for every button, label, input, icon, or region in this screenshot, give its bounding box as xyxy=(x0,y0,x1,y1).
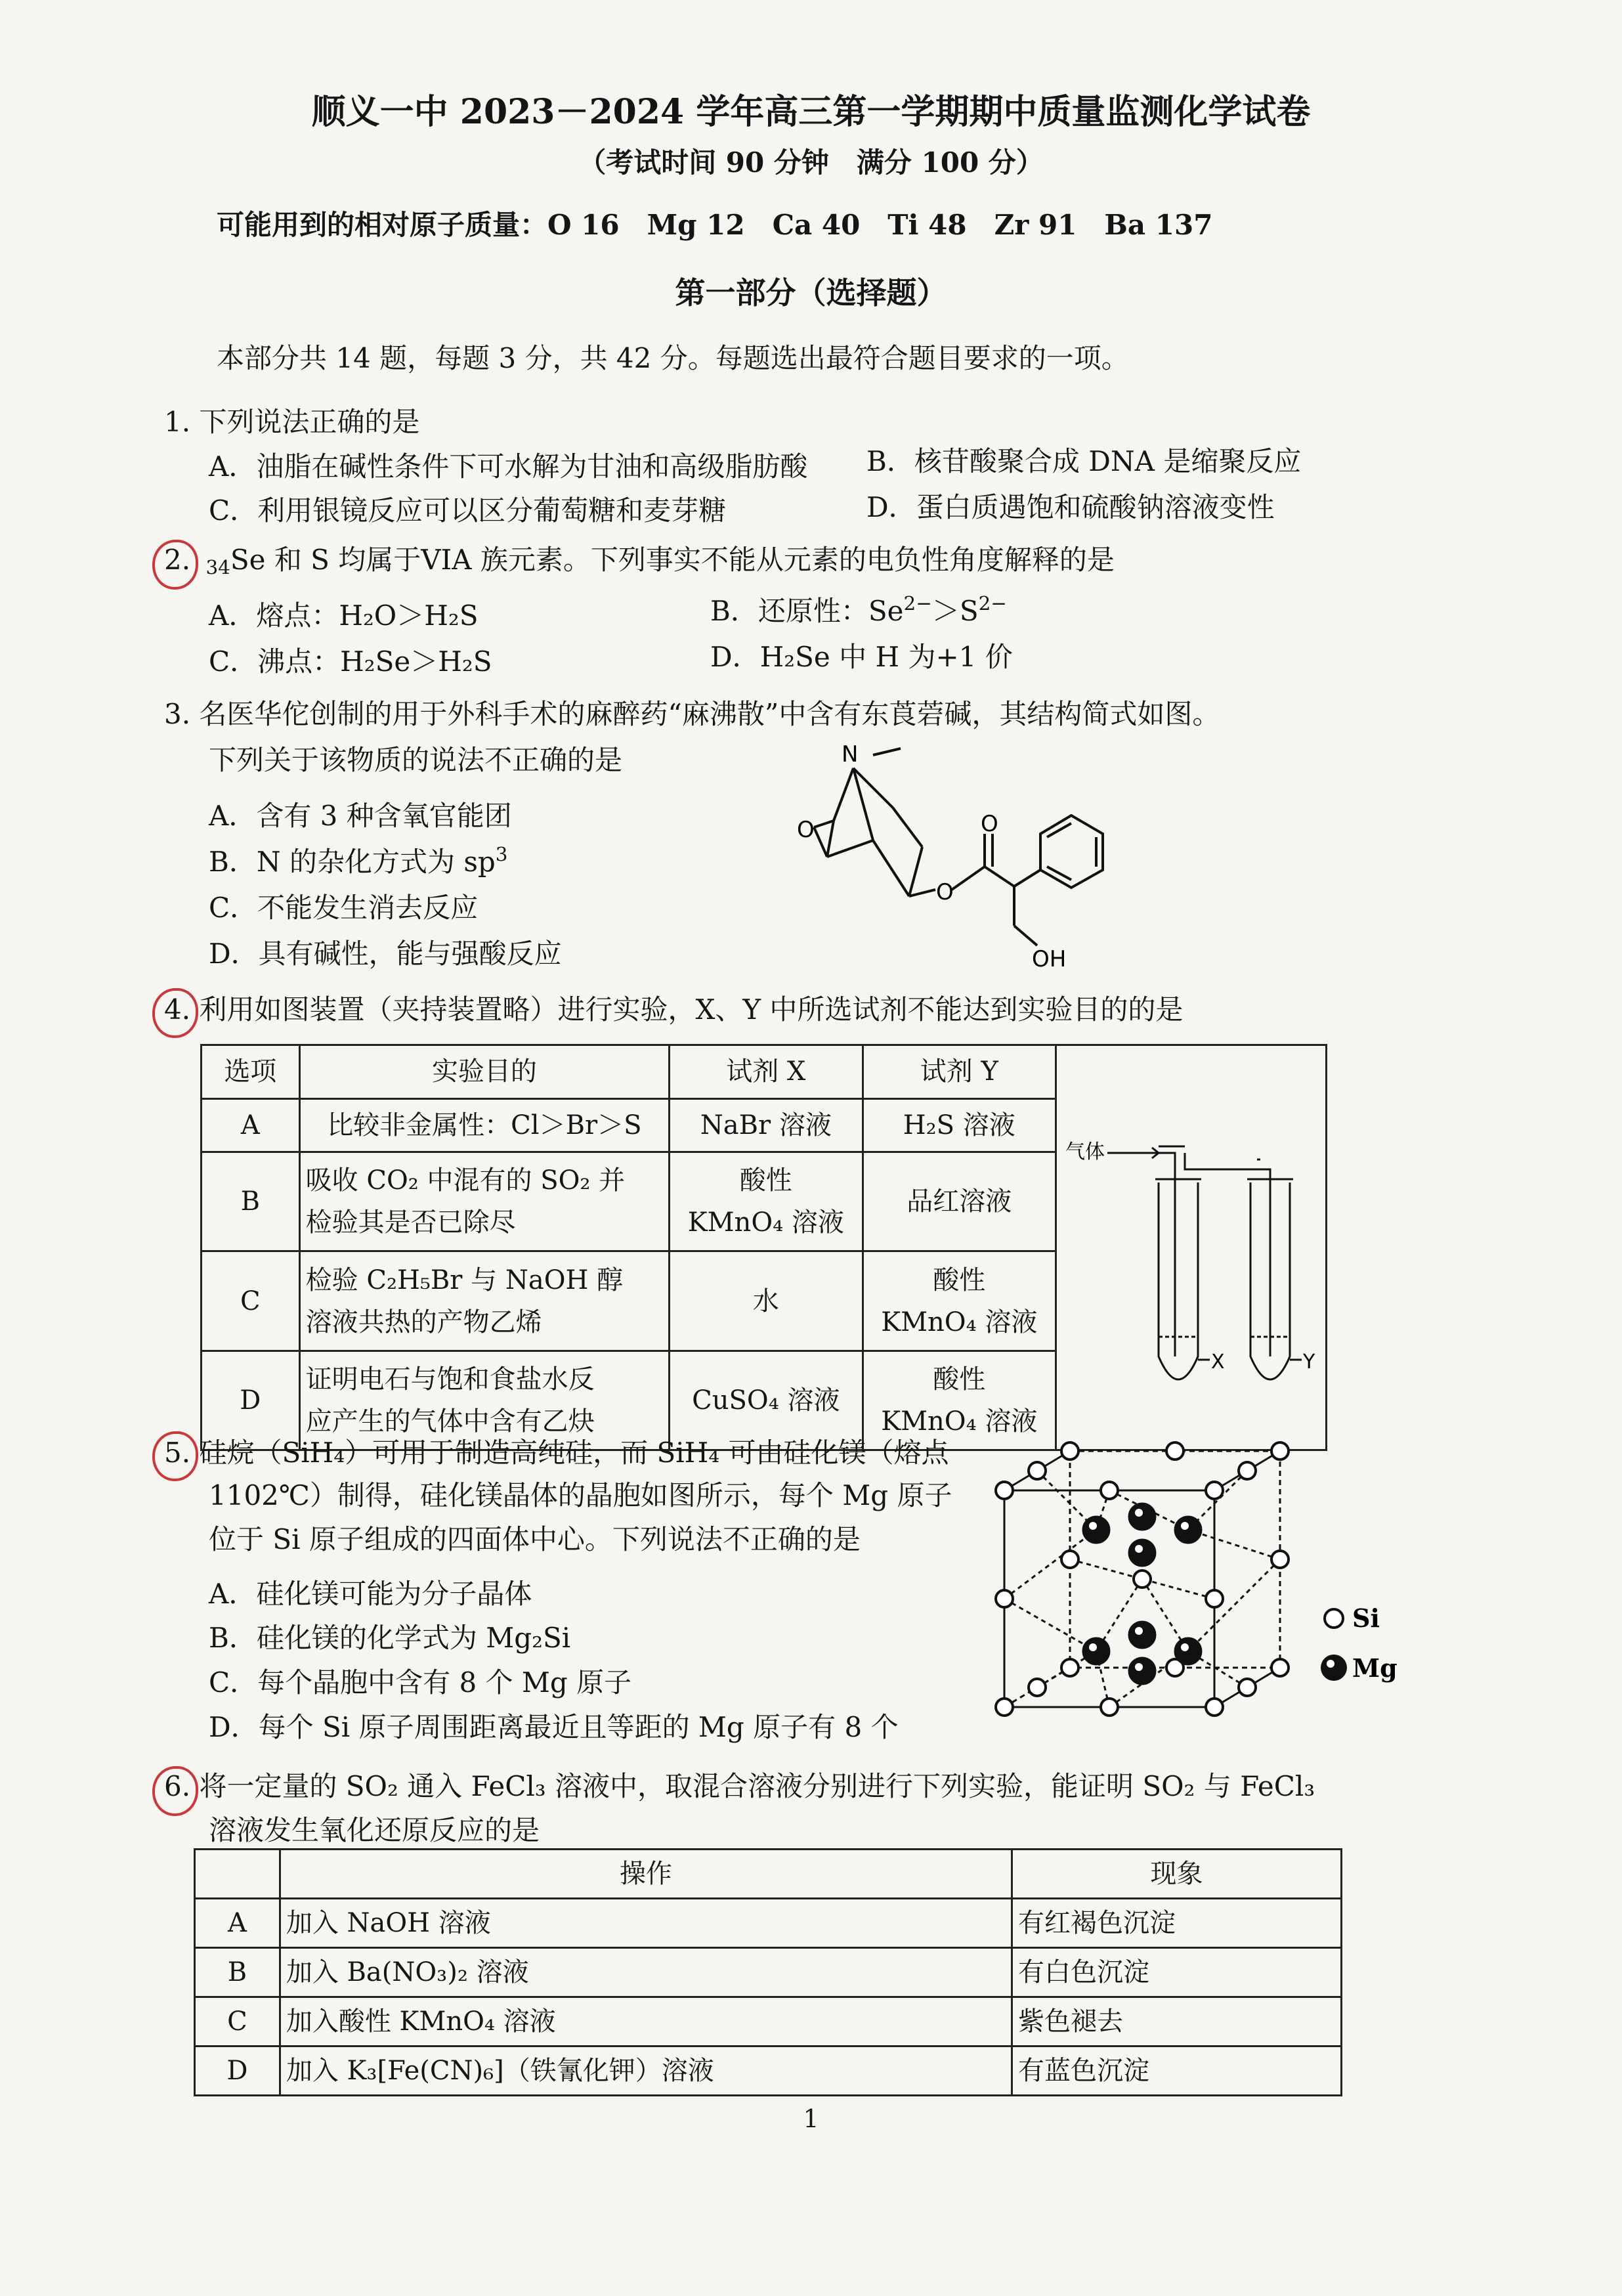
reagent-y-label: Y xyxy=(1302,1350,1315,1374)
q4-cell: 品红溶液 xyxy=(863,1152,1056,1251)
q1-option-c: C．利用银镜反应可以区分葡萄糖和麦芽糖 xyxy=(209,494,727,527)
q5-option-a: A．硅化镁可能为分子晶体 xyxy=(209,1578,532,1610)
q5-line2: 1102℃）制得，硅化镁晶体的晶胞如图所示，每个 Mg 原子 xyxy=(209,1479,952,1511)
mol-ester-o-label: O xyxy=(936,879,954,905)
q5-line1-text: 硅烷（SiH₄）可用于制造高纯硅，而 SiH₄ 可由硅化镁（熔点 xyxy=(199,1437,949,1469)
q2-number: 2. xyxy=(164,544,191,576)
q2-b-sup2: 2− xyxy=(978,592,1007,615)
q6-row xyxy=(195,2047,1342,2096)
q2-option-d: D．H₂Se 中 H 为+1 价 xyxy=(710,641,1013,673)
q4-cell: 吸收 CO₂ 中混有的 SO₂ 并 检验其是否已除尽 xyxy=(299,1152,669,1251)
q2-stem xyxy=(164,538,1115,578)
scopolamine-structure xyxy=(788,742,1155,978)
q5-line1 xyxy=(164,1431,949,1471)
q6-cell: 紫色褪去 xyxy=(1012,1997,1341,2047)
q2-option-c: C．沸点：H₂Se＞H₂S xyxy=(209,645,492,678)
exam-subtitle: （考试时间 90 分钟 满分 100 分） xyxy=(578,146,1044,179)
reagent-x-label: X xyxy=(1210,1350,1225,1374)
q2-b-sup1: 2− xyxy=(903,592,932,615)
mol-carbonyl-o-label: O xyxy=(981,811,998,837)
q4-cell: D xyxy=(202,1351,300,1450)
q6-cell: A xyxy=(195,1899,280,1948)
q5-number: 5. xyxy=(164,1437,191,1469)
q6-header-cell: 现象 xyxy=(1012,1850,1341,1899)
q4-header-cell: 试剂 Y xyxy=(863,1045,1056,1099)
q2-stem-text: Se 和 S 均属于VIA 族元素。下列事实不能从元素的电负性角度解释的是 xyxy=(230,544,1115,576)
q6-header-cell: 操作 xyxy=(280,1850,1012,1899)
q4-cell: 水 xyxy=(670,1251,863,1351)
q3-option-b xyxy=(209,840,507,880)
gas-label: 气体 xyxy=(1065,1140,1105,1163)
q6-cell: D xyxy=(195,2047,280,2096)
q2-option-b xyxy=(710,590,1007,629)
mg2si-unit-cell xyxy=(991,1438,1300,1720)
q6-table xyxy=(194,1848,1342,2096)
q5-line3: 位于 Si 原子组成的四面体中心。下列说法不正确的是 xyxy=(209,1523,861,1555)
q6-cell: 加入酸性 KMnO₄ 溶液 xyxy=(280,1997,1012,2047)
q4-header-cell: 实验目的 xyxy=(299,1045,669,1099)
q3-b-sup: 3 xyxy=(495,842,508,865)
q4-stem xyxy=(164,988,1183,1028)
q6-line1 xyxy=(164,1765,1315,1804)
q3-option-c: C．不能发生消去反应 xyxy=(209,892,479,924)
q3-option-d: D．具有碱性，能与强酸反应 xyxy=(209,938,562,970)
q6-header-cell xyxy=(195,1850,280,1899)
q6-cell: 加入 NaOH 溶液 xyxy=(280,1899,1012,1948)
q4-cell: A xyxy=(202,1098,300,1152)
q4-stem-text: 利用如图装置（夹持装置略）进行实验，X、Y 中所选试剂不能达到实验目的的是 xyxy=(199,993,1184,1026)
q3-stem-line2: 下列关于该物质的说法不正确的是 xyxy=(209,744,623,776)
q6-row xyxy=(195,1948,1342,1997)
q2-b-mid: ＞S xyxy=(931,595,979,627)
q6-row xyxy=(195,1899,1342,1948)
section-intro: 本部分共 14 题，每题 3 分，共 42 分。每题选出最符合题目要求的一项。 xyxy=(217,342,1129,374)
q6-cell: C xyxy=(195,1997,280,2047)
q6-number: 6. xyxy=(164,1770,191,1802)
q3-stem-line1: 3. 名医华佗创制的用于外科手术的麻醉药“麻沸散”中含有东莨菪碱，其结构简式如图。 xyxy=(164,698,1220,730)
q6-header-row xyxy=(195,1850,1342,1899)
q6-cell: 有白色沉淀 xyxy=(1012,1948,1341,1997)
mol-epoxide-o-label: O xyxy=(797,817,815,843)
q6-cell: B xyxy=(195,1948,280,1997)
q4-cell: 酸性 KMnO₄ 溶液 xyxy=(670,1152,863,1251)
q6-line2: 溶液发生氧化还原反应的是 xyxy=(209,1814,540,1846)
page-number: 1 xyxy=(803,2104,819,2133)
q3-option-a: A．含有 3 种含氧官能团 xyxy=(209,800,512,832)
mol-n-label: N xyxy=(842,742,859,768)
q2-option-a: A．熔点：H₂O＞H₂S xyxy=(209,599,479,632)
q6-row xyxy=(195,1997,1342,2047)
q2-b-pre: B．还原性：Se xyxy=(710,595,904,627)
cell-legend xyxy=(1319,1602,1424,1700)
q4-cell: B xyxy=(202,1152,300,1251)
q5-option-d: D．每个 Si 原子周围距离最近且等距的 Mg 原子有 8 个 xyxy=(209,1711,899,1743)
q4-cell: CuSO₄ 溶液 xyxy=(670,1351,863,1450)
gas-wash-apparatus xyxy=(1060,1048,1323,1435)
q4-apparatus-cell xyxy=(1056,1045,1327,1450)
q6-cell: 有蓝色沉淀 xyxy=(1012,2047,1341,2096)
q1-option-b: B．核苷酸聚合成 DNA 是缩聚反应 xyxy=(866,445,1302,477)
q6-cell: 加入 Ba(NO₃)₂ 溶液 xyxy=(280,1948,1012,1997)
q4-table xyxy=(200,1044,1327,1451)
q1-stem: 1. 下列说法正确的是 xyxy=(164,406,420,438)
q6-line1-text: 将一定量的 SO₂ 通入 FeCl₃ 溶液中，取混合溶液分别进行下列实验，能证明 SO₂ 与 FeCl₃ xyxy=(199,1770,1315,1802)
q3-b-text: B．N 的杂化方式为 sp xyxy=(209,846,496,878)
q5-option-c: C．每个晶胞中含有 8 个 Mg 原子 xyxy=(209,1666,632,1699)
q4-header-cell: 试剂 X xyxy=(670,1045,863,1099)
legend-mg-label: Mg xyxy=(1352,1653,1398,1683)
q6-cell: 有红褐色沉淀 xyxy=(1012,1899,1341,1948)
mol-oh-label: OH xyxy=(1032,946,1067,972)
q1-option-d: D．蛋白质遇饱和硫酸钠溶液变性 xyxy=(866,491,1275,523)
q4-cell: H₂S 溶液 xyxy=(863,1098,1056,1152)
q5-option-b: B．硅化镁的化学式为 Mg₂Si xyxy=(209,1622,571,1654)
q4-cell: NaBr 溶液 xyxy=(670,1098,863,1152)
q1-option-a: A．油脂在碱性条件下可水解为甘油和高级脂肪酸 xyxy=(209,450,808,483)
q4-cell: 酸性 KMnO₄ 溶液 xyxy=(863,1251,1056,1351)
q4-cell: 检验 C₂H₅Br 与 NaOH 醇 溶液共热的产物乙烯 xyxy=(299,1251,669,1351)
exam-title: 顺义一中 2023－2024 学年高三第一学期期中质量监测化学试卷 xyxy=(311,92,1311,132)
q4-cell: 证明电石与饱和食盐水反 应产生的气体中含有乙炔 xyxy=(299,1351,669,1450)
q4-header-row xyxy=(202,1045,1327,1099)
q4-cell: 比较非金属性：Cl＞Br＞S xyxy=(299,1098,669,1152)
q4-cell: 酸性 KMnO₄ 溶液 xyxy=(863,1351,1056,1450)
q4-number: 4. xyxy=(164,993,191,1026)
q2-atomic-number: 34 xyxy=(205,556,230,579)
section-title: 第一部分（选择题） xyxy=(675,275,947,311)
q4-header-cell: 选项 xyxy=(202,1045,300,1099)
q4-cell: C xyxy=(202,1251,300,1351)
legend-si-label: Si xyxy=(1352,1603,1380,1633)
q6-cell: 加入 K₃[Fe(CN)₆]（铁氰化钾）溶液 xyxy=(280,2047,1012,2096)
atomic-masses: 可能用到的相对原子质量：O 16 Mg 12 Ca 40 Ti 48 Zr 91 Ba 137 xyxy=(217,209,1213,241)
